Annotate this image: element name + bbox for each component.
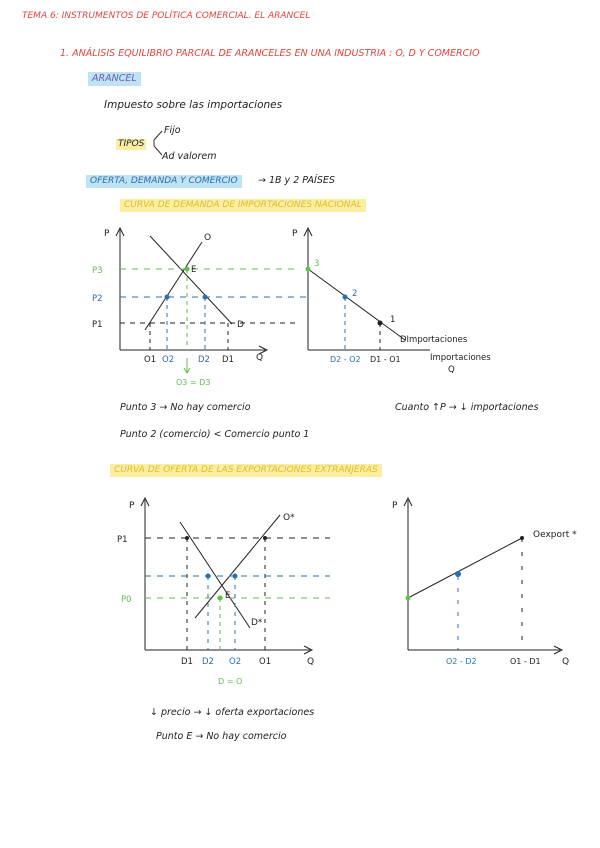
g3-q-o2: O2	[229, 657, 242, 667]
curve-demanda	[150, 236, 232, 324]
g1-curve-d: D	[237, 320, 244, 330]
g3-below: D = O	[218, 677, 243, 686]
g3-q-o1: O1	[259, 657, 272, 667]
curve-demanda-ext	[180, 522, 250, 628]
page-title: TEMA 6: INSTRUMENTOS DE POLÍTICA COMERCIAL. EL ARANCEL	[22, 11, 311, 21]
g3-curve-d: D*	[251, 618, 263, 628]
g2-point-2: 2	[352, 289, 358, 299]
g1-p2: P2	[92, 294, 103, 304]
g1-curve-o: O	[204, 233, 212, 243]
arancel-heading: ARANCEL	[88, 72, 141, 86]
graph-oferta-exportaciones	[390, 490, 590, 680]
graph-demanda-importaciones	[290, 222, 500, 392]
oferta-heading: OFERTA, DEMANDA Y COMERCIO	[86, 175, 242, 188]
g4-axis-q: Q	[562, 657, 570, 667]
g3-axis-q: Q	[307, 657, 315, 667]
note-punto-2: Punto 2 (comercio) < Comercio punto 1	[120, 429, 310, 440]
g2-point-1: 1	[390, 315, 396, 325]
g4-q-1: O2 - D2	[446, 657, 477, 666]
g2-axis-label-2: Q	[448, 365, 455, 375]
oferta-note: → 1B y 2 PAÍSES	[258, 175, 335, 186]
g1-axis-q: Q	[256, 353, 264, 363]
g1-p3: P3	[92, 266, 103, 276]
g2-axis-p: P	[292, 229, 298, 239]
g3-p1: P1	[117, 535, 128, 545]
g2-axis-label-1: Importaciones	[430, 353, 491, 363]
g4-curve-label: Oexport *	[533, 530, 577, 540]
curve-oferta	[145, 242, 202, 330]
oferta-exportaciones-heading: CURVA DE OFERTA DE LAS EXPORTACIONES EXTRANJERAS	[110, 464, 382, 477]
note-precio: ↓ precio → ↓ oferta exportaciones	[150, 707, 315, 718]
g2-point-3: 3	[314, 259, 320, 269]
curve-demanda-importaciones	[308, 269, 405, 340]
note-punto-3: Punto 3 → No hay comercio	[120, 402, 251, 413]
g1-axis-p: P	[104, 229, 110, 239]
g1-q-d1: D1	[222, 355, 234, 365]
g3-curve-o: O*	[283, 513, 295, 523]
g3-q-d2: D2	[202, 657, 214, 667]
g1-point-e: E	[191, 265, 197, 275]
g1-q-o1: O1	[144, 355, 157, 365]
note-punto-e: Punto E → No hay comercio	[156, 731, 287, 742]
tipos-label: TIPOS	[118, 139, 145, 149]
point-e	[185, 267, 190, 272]
g2-q-2: D1 - O1	[370, 355, 401, 364]
g1-below: O3 = D3	[176, 378, 211, 387]
g4-axis-p: P	[392, 501, 398, 511]
tipo-ad-valorem: Ad valorem	[162, 151, 217, 162]
g1-p1: P1	[92, 320, 103, 330]
curve-oferta-ext	[195, 515, 280, 618]
g3-p0: P0	[121, 595, 132, 605]
g1-q-o2: O2	[162, 355, 175, 365]
curve-oferta-exportaciones	[408, 538, 522, 598]
note-cuanto: Cuanto ↑P → ↓ importaciones	[395, 402, 539, 413]
g2-q-1: D2 - O2	[330, 355, 361, 364]
g1-q-d2: D2	[198, 355, 210, 365]
demanda-importaciones-heading: CURVA DE DEMANDA DE IMPORTACIONES NACIONAL	[120, 199, 366, 212]
g4-q-2: O1 - D1	[510, 657, 541, 666]
g3-q-d1: D1	[181, 657, 193, 667]
tipo-fijo: Fijo	[164, 125, 181, 136]
g3-point-e: E	[225, 591, 231, 601]
graph-oferta-demanda-extranjera	[115, 490, 345, 690]
arancel-definition: Impuesto sobre las importaciones	[104, 99, 283, 111]
g3-axis-p: P	[129, 501, 135, 511]
g2-curve-label: DImportaciones	[400, 335, 468, 345]
section-title: 1. ANÁLISIS EQUILIBRIO PARCIAL DE ARANCELES EN UNA INDUSTRIA : O, D Y COMERCIO	[60, 48, 480, 59]
